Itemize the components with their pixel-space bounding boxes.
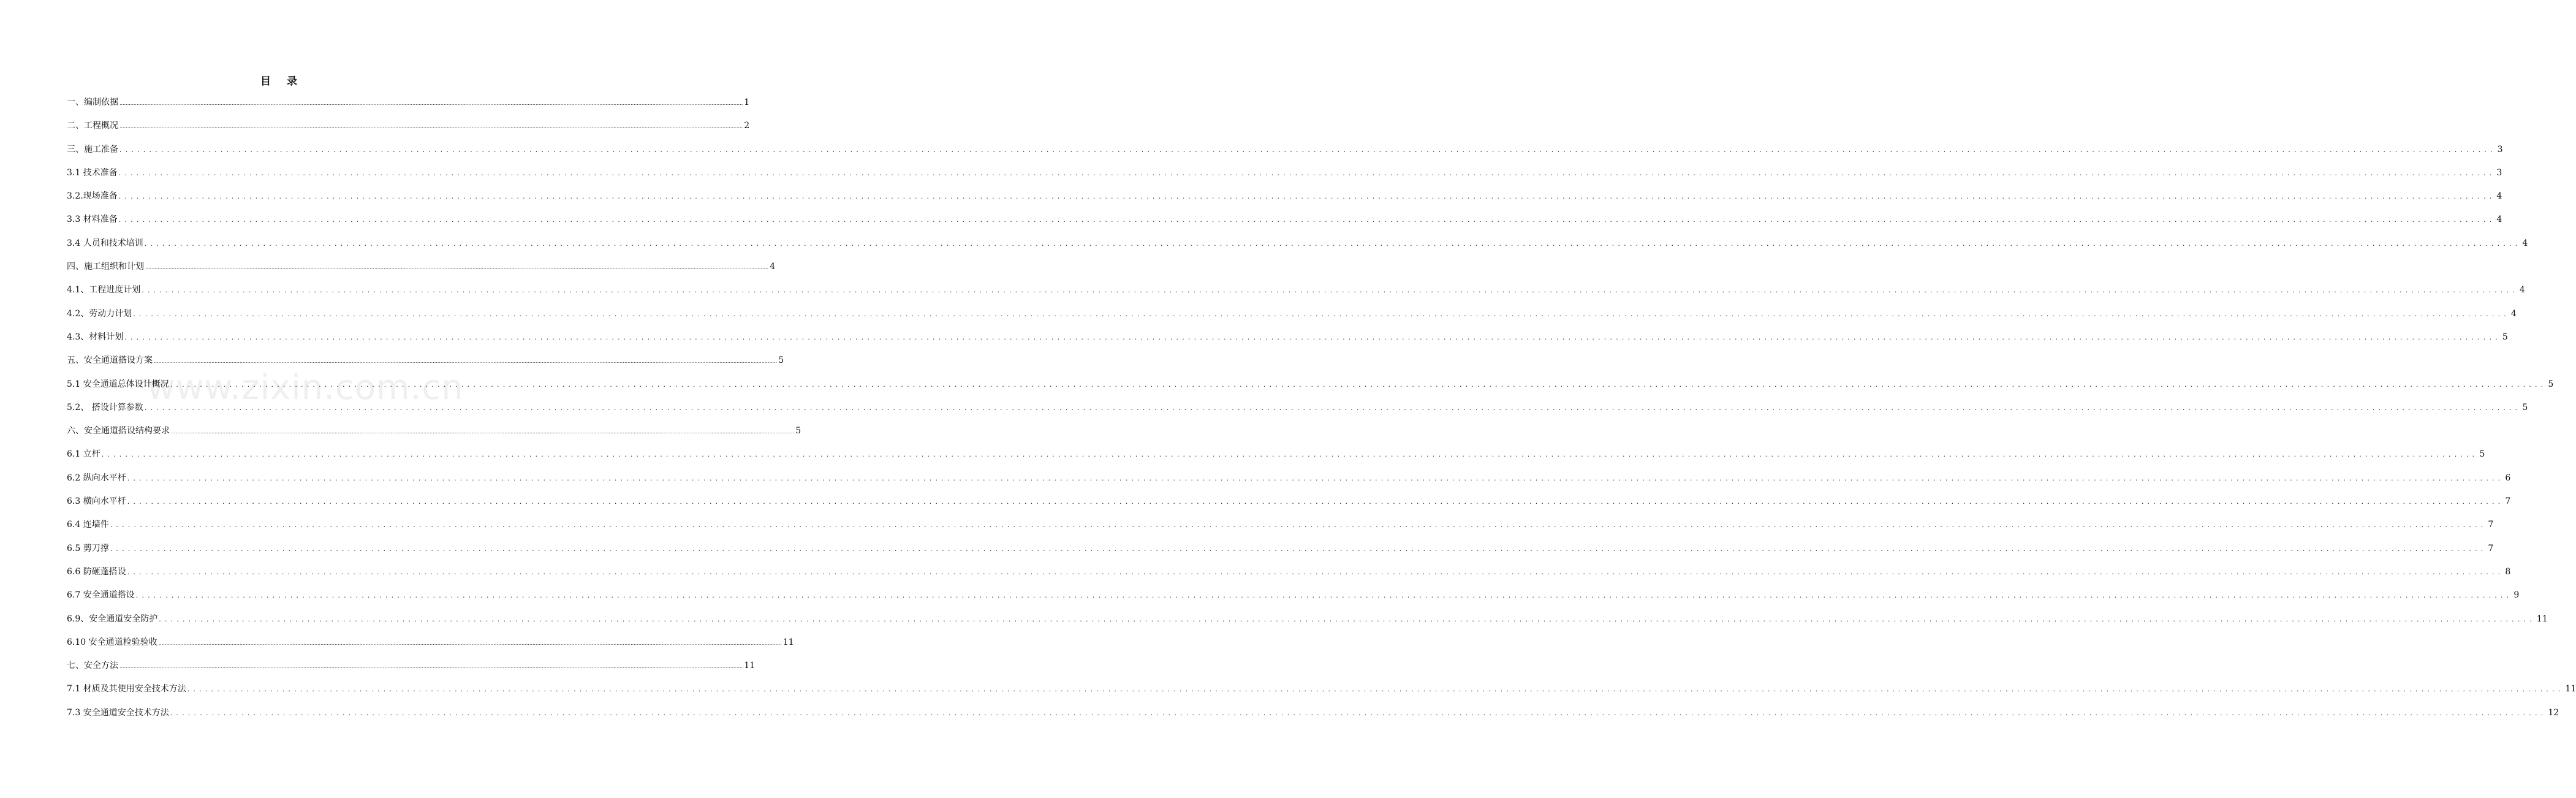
toc-dot-leader: ................................................................................................................................................................................................................................................................................................................................................................................................................ (158, 640, 782, 646)
toc-entry[interactable] (67, 213, 2502, 236)
toc-page-number: 4 (2496, 215, 2502, 225)
toc-dot-leader: ................................................................................................................................................................................................................................................................................................................................................................................................................ (135, 591, 2513, 600)
toc-entry-label: 6.6 防砸蓬搭设 (67, 566, 126, 577)
toc-entry[interactable] (67, 471, 2511, 495)
toc-page-number: 5 (2502, 332, 2508, 342)
toc-entry[interactable] (67, 237, 2528, 260)
toc-entry[interactable] (67, 565, 2511, 588)
toc-entry[interactable] (67, 330, 2508, 354)
toc-entry-label: 6.7 安全通道搭设 (67, 590, 135, 601)
toc-page-number: 4 (2496, 191, 2502, 202)
toc-dot-leader: ................................................................................................................................................................................................................................................................................................................................................................................................................ (170, 380, 2547, 389)
toc-entry-label: 4.1、工程进度计划 (67, 285, 141, 295)
toc-entry[interactable] (67, 447, 2485, 471)
toc-page-number: 7 (2488, 520, 2494, 530)
toc-page-number: 11 (744, 661, 756, 671)
toc-dot-leader: ................................................................................................................................................................................................................................................................................................................................................................................................................ (127, 474, 2504, 482)
toc-entry-label: 7.1 材质及其使用安全技术方法 (67, 684, 186, 694)
toc-entry-label: 6.3 横向水平杆 (67, 496, 126, 507)
toc-entry[interactable] (67, 706, 2559, 729)
toc-entry[interactable] (67, 636, 794, 659)
toc-dot-leader: ................................................................................................................................................................................................................................................................................................................................................................................................................ (144, 403, 2521, 412)
toc-entry-label: 5.2、 搭设计算参数 (67, 402, 143, 412)
toc-entry[interactable] (67, 354, 784, 377)
toc-dot-leader: ................................................................................................................................................................................................................................................................................................................................................................................................................ (124, 333, 2501, 341)
toc-entry[interactable] (67, 378, 2554, 401)
toc-dot-leader: ................................................................................................................................................................................................................................................................................................................................................................................................................ (118, 216, 2496, 224)
toc-dot-leader: ................................................................................................................................................................................................................................................................................................................................................................................................................ (133, 310, 2510, 318)
toc-dot-leader: ................................................................................................................................................................................................................................................................................................................................................................................................................ (110, 544, 2487, 553)
toc-entry[interactable] (67, 542, 2494, 565)
toc-page-number: 3 (2497, 144, 2503, 154)
toc-entry-label: 3.2.现场准备 (67, 191, 118, 202)
toc-entry-label: 3.1 技术准备 (67, 167, 118, 178)
toc-dot-leader: ................................................................................................................................................................................................................................................................................................................................................................................................................ (170, 709, 2547, 717)
toc-entry[interactable] (67, 96, 750, 119)
toc-entry-label: 二、工程概况 (67, 121, 118, 131)
toc-entry-label: 三、施工准备 (67, 144, 118, 154)
toc-page-number: 12 (2548, 707, 2559, 718)
toc-page-number: 11 (2565, 684, 2576, 694)
toc-entry[interactable] (67, 495, 2511, 518)
toc-page-number: 4 (2519, 285, 2525, 295)
toc-page-number: 4 (2510, 308, 2517, 319)
table-of-contents (67, 96, 2576, 729)
toc-entry-label: 6.5 剪刀撑 (67, 543, 109, 553)
toc-page-number: 6 (2505, 473, 2511, 483)
toc-entry[interactable] (67, 119, 750, 142)
toc-dot-leader: ................................................................................................................................................................................................................................................................................................................................................................................................................ (159, 615, 2536, 623)
toc-entry-label: 6.9、安全通道安全防护 (67, 614, 158, 624)
toc-dot-leader: ................................................................................................................................................................................................................................................................................................................................................................................................................ (119, 145, 2496, 154)
toc-page-number: 2 (744, 121, 750, 131)
toc-dot-leader: ................................................................................................................................................................................................................................................................................................................................................................................................................ (101, 450, 2479, 459)
toc-entry[interactable] (67, 518, 2494, 541)
toc-entry-label: 3.4 人员和技术培训 (67, 238, 143, 248)
toc-dot-leader: ................................................................................................................................................................................................................................................................................................................................................................................................................ (119, 664, 743, 670)
toc-entry-label: 6.4 连墙件 (67, 520, 109, 530)
toc-entry-label: 5.1 安全通道总体设计概况 (67, 379, 169, 389)
toc-entry-label: 四、施工组织和计划 (67, 262, 144, 272)
toc-page-number: 5 (795, 426, 801, 436)
toc-page-number: 4 (770, 262, 776, 272)
toc-entry-label: 4.3、材料计划 (67, 332, 124, 342)
toc-entry[interactable] (67, 166, 2502, 189)
toc-entry[interactable] (67, 659, 756, 682)
toc-entry[interactable] (67, 682, 2576, 705)
page-title: 目 录 (260, 75, 303, 88)
toc-entry[interactable] (67, 588, 2520, 612)
toc-page-number: 5 (2522, 402, 2528, 412)
toc-dot-leader: ................................................................................................................................................................................................................................................................................................................................................................................................................ (118, 192, 2496, 201)
toc-entry[interactable] (67, 307, 2517, 330)
toc-page-number: 11 (782, 637, 794, 647)
toc-entry[interactable] (67, 283, 2525, 306)
toc-entry[interactable] (67, 424, 801, 447)
toc-entry-label: 6.2 纵向水平杆 (67, 473, 126, 483)
toc-dot-leader: ................................................................................................................................................................................................................................................................................................................................................................................................................ (110, 521, 2487, 530)
toc-dot-leader: ................................................................................................................................................................................................................................................................................................................................................................................................................ (187, 685, 2564, 694)
toc-entry-label: 六、安全通道搭设结构要求 (67, 426, 170, 436)
toc-entry-label: 五、安全通道搭设方案 (67, 355, 153, 366)
toc-entry[interactable] (67, 189, 2502, 213)
toc-page-number: 11 (2536, 614, 2548, 624)
toc-dot-leader: ................................................................................................................................................................................................................................................................................................................................................................................................................ (119, 101, 743, 106)
toc-dot-leader: ................................................................................................................................................................................................................................................................................................................................................................................................................ (127, 498, 2504, 506)
toc-page-number: 7 (2488, 543, 2494, 553)
toc-page-number: 7 (2505, 496, 2511, 507)
watermark: www.zixin.com.cn (147, 368, 464, 408)
toc-entry-label: 6.10 安全通道检验验收 (67, 637, 157, 647)
toc-entry-label: 3.3 材料准备 (67, 215, 118, 225)
toc-page-number: 1 (744, 97, 750, 107)
toc-dot-leader: ................................................................................................................................................................................................................................................................................................................................................................................................................ (127, 568, 2504, 576)
toc-page-number: 8 (2505, 566, 2511, 577)
toc-page-number: 4 (2522, 238, 2528, 248)
toc-dot-leader: ................................................................................................................................................................................................................................................................................................................................................................................................................ (144, 239, 2521, 248)
toc-page-number: 5 (778, 355, 784, 366)
toc-page-number: 5 (2479, 449, 2485, 460)
toc-page-number: 9 (2513, 590, 2520, 601)
toc-dot-leader: ................................................................................................................................................................................................................................................................................................................................................................................................................ (119, 124, 743, 130)
toc-entry[interactable] (67, 260, 776, 283)
toc-entry-label: 7.3 安全通道安全技术方法 (67, 707, 169, 718)
toc-entry-label: 4.2、劳动力计划 (67, 308, 132, 319)
toc-entry[interactable] (67, 401, 2528, 424)
toc-dot-leader: ................................................................................................................................................................................................................................................................................................................................................................................................................ (142, 286, 2518, 295)
toc-entry[interactable] (67, 612, 2548, 636)
toc-dot-leader: ................................................................................................................................................................................................................................................................................................................................................................................................................ (154, 359, 778, 365)
toc-dot-leader: ................................................................................................................................................................................................................................................................................................................................................................................................................ (145, 265, 769, 271)
toc-page-number: 5 (2548, 379, 2554, 389)
toc-entry-label: 一、编制依据 (67, 97, 118, 107)
toc-page-number: 3 (2496, 167, 2502, 178)
toc-dot-leader: ................................................................................................................................................................................................................................................................................................................................................................................................................ (171, 429, 795, 435)
toc-dot-leader: ................................................................................................................................................................................................................................................................................................................................................................................................................ (118, 169, 2496, 177)
toc-entry[interactable] (67, 143, 2503, 166)
toc-entry-label: 6.1 立杆 (67, 449, 100, 460)
toc-entry-label: 七、安全方法 (67, 661, 118, 671)
